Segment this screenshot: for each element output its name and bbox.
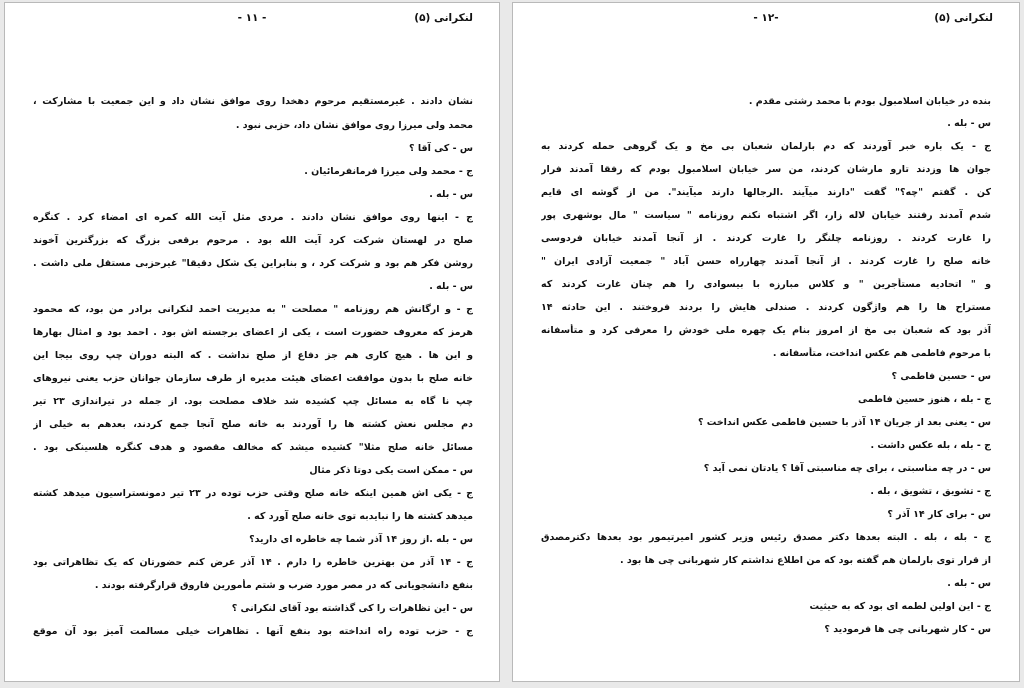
text-line: و این ها . هیچ کاری هم جز دفاع از صلح نداشت . که البته دوران چپ روی بیجا این	[33, 350, 473, 361]
text-line: شدم آمدند رفتند خیابان لاله زار، اگر اشتباه نکنم روزنامه " سیاست " مال بوشهری پور	[541, 210, 991, 221]
text-line: ج - بله ، بله عکس داشت .	[870, 440, 991, 451]
text-line: ج - یکی اش همین اینکه خانه صلح وقتی حزب توده در ۲۳ تیر دمونستراسیون میدهد کشته	[33, 488, 473, 499]
text-line: بنده در خیابان اسلامبول بودم با محمد رشتی مقدم .	[748, 96, 991, 107]
text-line: س - در چه مناسبتی ، برای چه مناسبتی آقا ؟ یادتان نمی آید ؟	[703, 463, 991, 474]
text-line: س - ممکن است یکی دوتا ذکر مثال	[309, 465, 473, 476]
text-line: نشان دادند . غیرمستقیم مرحوم دهخدا روی موافق نشان داد و این جمعیت با مشارکت ،	[33, 96, 473, 107]
text-line: س - بله .	[429, 189, 473, 200]
text-line: مستراح ها را هم واژگون کردند . صندلی هایش را بردند فروختند . این حادثه ۱۴	[541, 302, 991, 313]
page-header	[5, 12, 499, 30]
text-line: س - کار شهربانی چی ها فرمودید ؟	[824, 624, 991, 635]
text-line: خانه صلح را غارت کردند . از آنجا آمدند چهارراه حسن آباد " جمعیت آزادی ایران "	[541, 256, 991, 267]
text-line: ج - این اولین لطمه ای بود که به حیثیت	[809, 601, 991, 612]
text-line: و " اتحادیه مستأجرین " و کلاس مبارزه با بیسوادی را هم چنان غارت کردند که	[541, 279, 991, 290]
text-line: س - بله .	[947, 578, 991, 589]
header-title: لنکرانی (۵)	[414, 12, 473, 24]
text-line: س - بله .	[429, 281, 473, 292]
text-line: جوان ها وزدند تارو مارشان کردند، من سر خیابان اسلامبول بودم که رفقا آمدند فرار	[541, 164, 991, 175]
text-line: ج - بله ، هنوز حسین فاطمی	[858, 394, 991, 405]
text-line: ج - اینها روی موافق نشان دادند . مردی مثل آیت الله کمره ای امضاء کرد . کنگره	[33, 212, 473, 223]
text-line: محمد ولی میرزا روی موافق نشان داد، حزبی نبود .	[235, 120, 473, 131]
text-line: س - بله .از روز ۱۴ آذر شما چه خاطره ای دارید؟	[249, 534, 473, 545]
text-line: ج - بله ، بله . البته بعدها دکتر مصدق رئیس وزیر کشور امیرتیمور بود بعدها دکترمصدق	[541, 532, 991, 543]
text-line: دم مجلس نعش کشته ها را آوردند به خانه صلح آنجا جمع کردند، بعدهم به خیلی از	[33, 419, 473, 430]
page-number: -۱۲ -	[753, 12, 779, 24]
text-line: کن . گفتم "چه؟" گفت "دارند میآیند .الرجالها دارند میآیند". من از گوشه ای قایم	[541, 187, 991, 198]
text-line: ج - یک باره خبر آوردند که دم بارلمان شعبان بی مخ و یک گروهی حمله کردند به	[541, 141, 991, 152]
text-line: هرمز که معروف حضورت است ، یکی از اعضای برجسته اش بود . احمد بود و امثال بهارها	[33, 327, 473, 338]
text-line: س - یعنی بعد از جریان ۱۴ آذر با حسین فاطمی عکس انداخت ؟	[697, 417, 991, 428]
text-line: از قرار توی بارلمان هم گفته بود که من اطلاع نداشتم کار شهربانی چی ها بود .	[619, 555, 991, 566]
text-line: چپ نا گاه به مسائل چپ کشیده شد خلاف مصلحت بود. از جمله در تیراندازی ۲۳ تیر	[33, 396, 473, 407]
text-line: س - حسین فاطمی ؟	[891, 371, 991, 382]
text-line: بنفع دانشجویانی که در مصر مورد ضرب و شتم مأمورین فاروق قرارگرفته بودند .	[94, 580, 473, 591]
text-line: را غارت کردند . روزنامه چلنگر را غارت کردند . از آنجا آمدند خیابان فردوسی	[541, 233, 991, 244]
text-line: ج - تشویق ، تشویق ، بله .	[870, 486, 991, 497]
page-header	[513, 12, 1019, 30]
text-line: س - کی آقا ؟	[409, 143, 473, 154]
text-line: س - بله .	[947, 118, 991, 129]
text-line: س - این تظاهرات را کی گذاشته بود آقای لنکرانی ؟	[231, 603, 473, 614]
page-11	[4, 2, 500, 682]
text-line: س - برای کار ۱۴ آذر ؟	[887, 509, 991, 520]
text-line: ج - و ارگانش هم روزنامه " مصلحت " به مدیریت احمد لنکرانی برادر من بود، که محمود	[33, 304, 473, 315]
text-line: میدهد کشته ها را نبایدبه توی خانه صلح آورد که .	[247, 511, 473, 522]
text-line: خانه صلح با بدون موافقت اعضای هیئت مدیره از طرف سازمان جوانان حزب یعنی نیروهای	[33, 373, 473, 384]
text-line: ج - محمد ولی میرزا فرمانفرمائیان .	[304, 166, 473, 177]
text-line: مسائل خانه صلح مثلا" کشیده میشد که مخالف مقصود و هدف کنگره هلسینکی بود .	[33, 442, 473, 453]
header-title: لنکرانی (۵)	[934, 12, 993, 24]
text-line: ج - ۱۴ آذر من بهترین خاطره را دارم . ۱۴ آذر عرض کنم حضورتان که یک تظاهراتی بود	[33, 557, 473, 568]
text-line: با مرحوم فاطمی هم عکس انداخت، متأسفانه .	[772, 348, 991, 359]
text-line: ج - حزب توده راه انداخته بود بنفع آنها . تظاهرات خیلی مسالمت آمیز بود آن موقع	[33, 626, 473, 637]
page-12	[512, 2, 1020, 682]
page-number: - ۱۱ -	[237, 12, 267, 24]
text-line: صلح در لهستان شرکت کرد آیت الله بود . مرحوم برقعی بزرگ که بزرگترین آخوند	[33, 235, 473, 246]
text-line: آذر بود که شعبان بی مخ از امروز بنام یک چهره ملی خودش را معرفی کرد و متأسفانه	[541, 325, 991, 336]
text-line: روشن فکر هم بود و شرکت کرد ، و بنابراین یک شکل دقیقا" غیرحزبی مستقل ملی داشت .	[33, 258, 473, 269]
